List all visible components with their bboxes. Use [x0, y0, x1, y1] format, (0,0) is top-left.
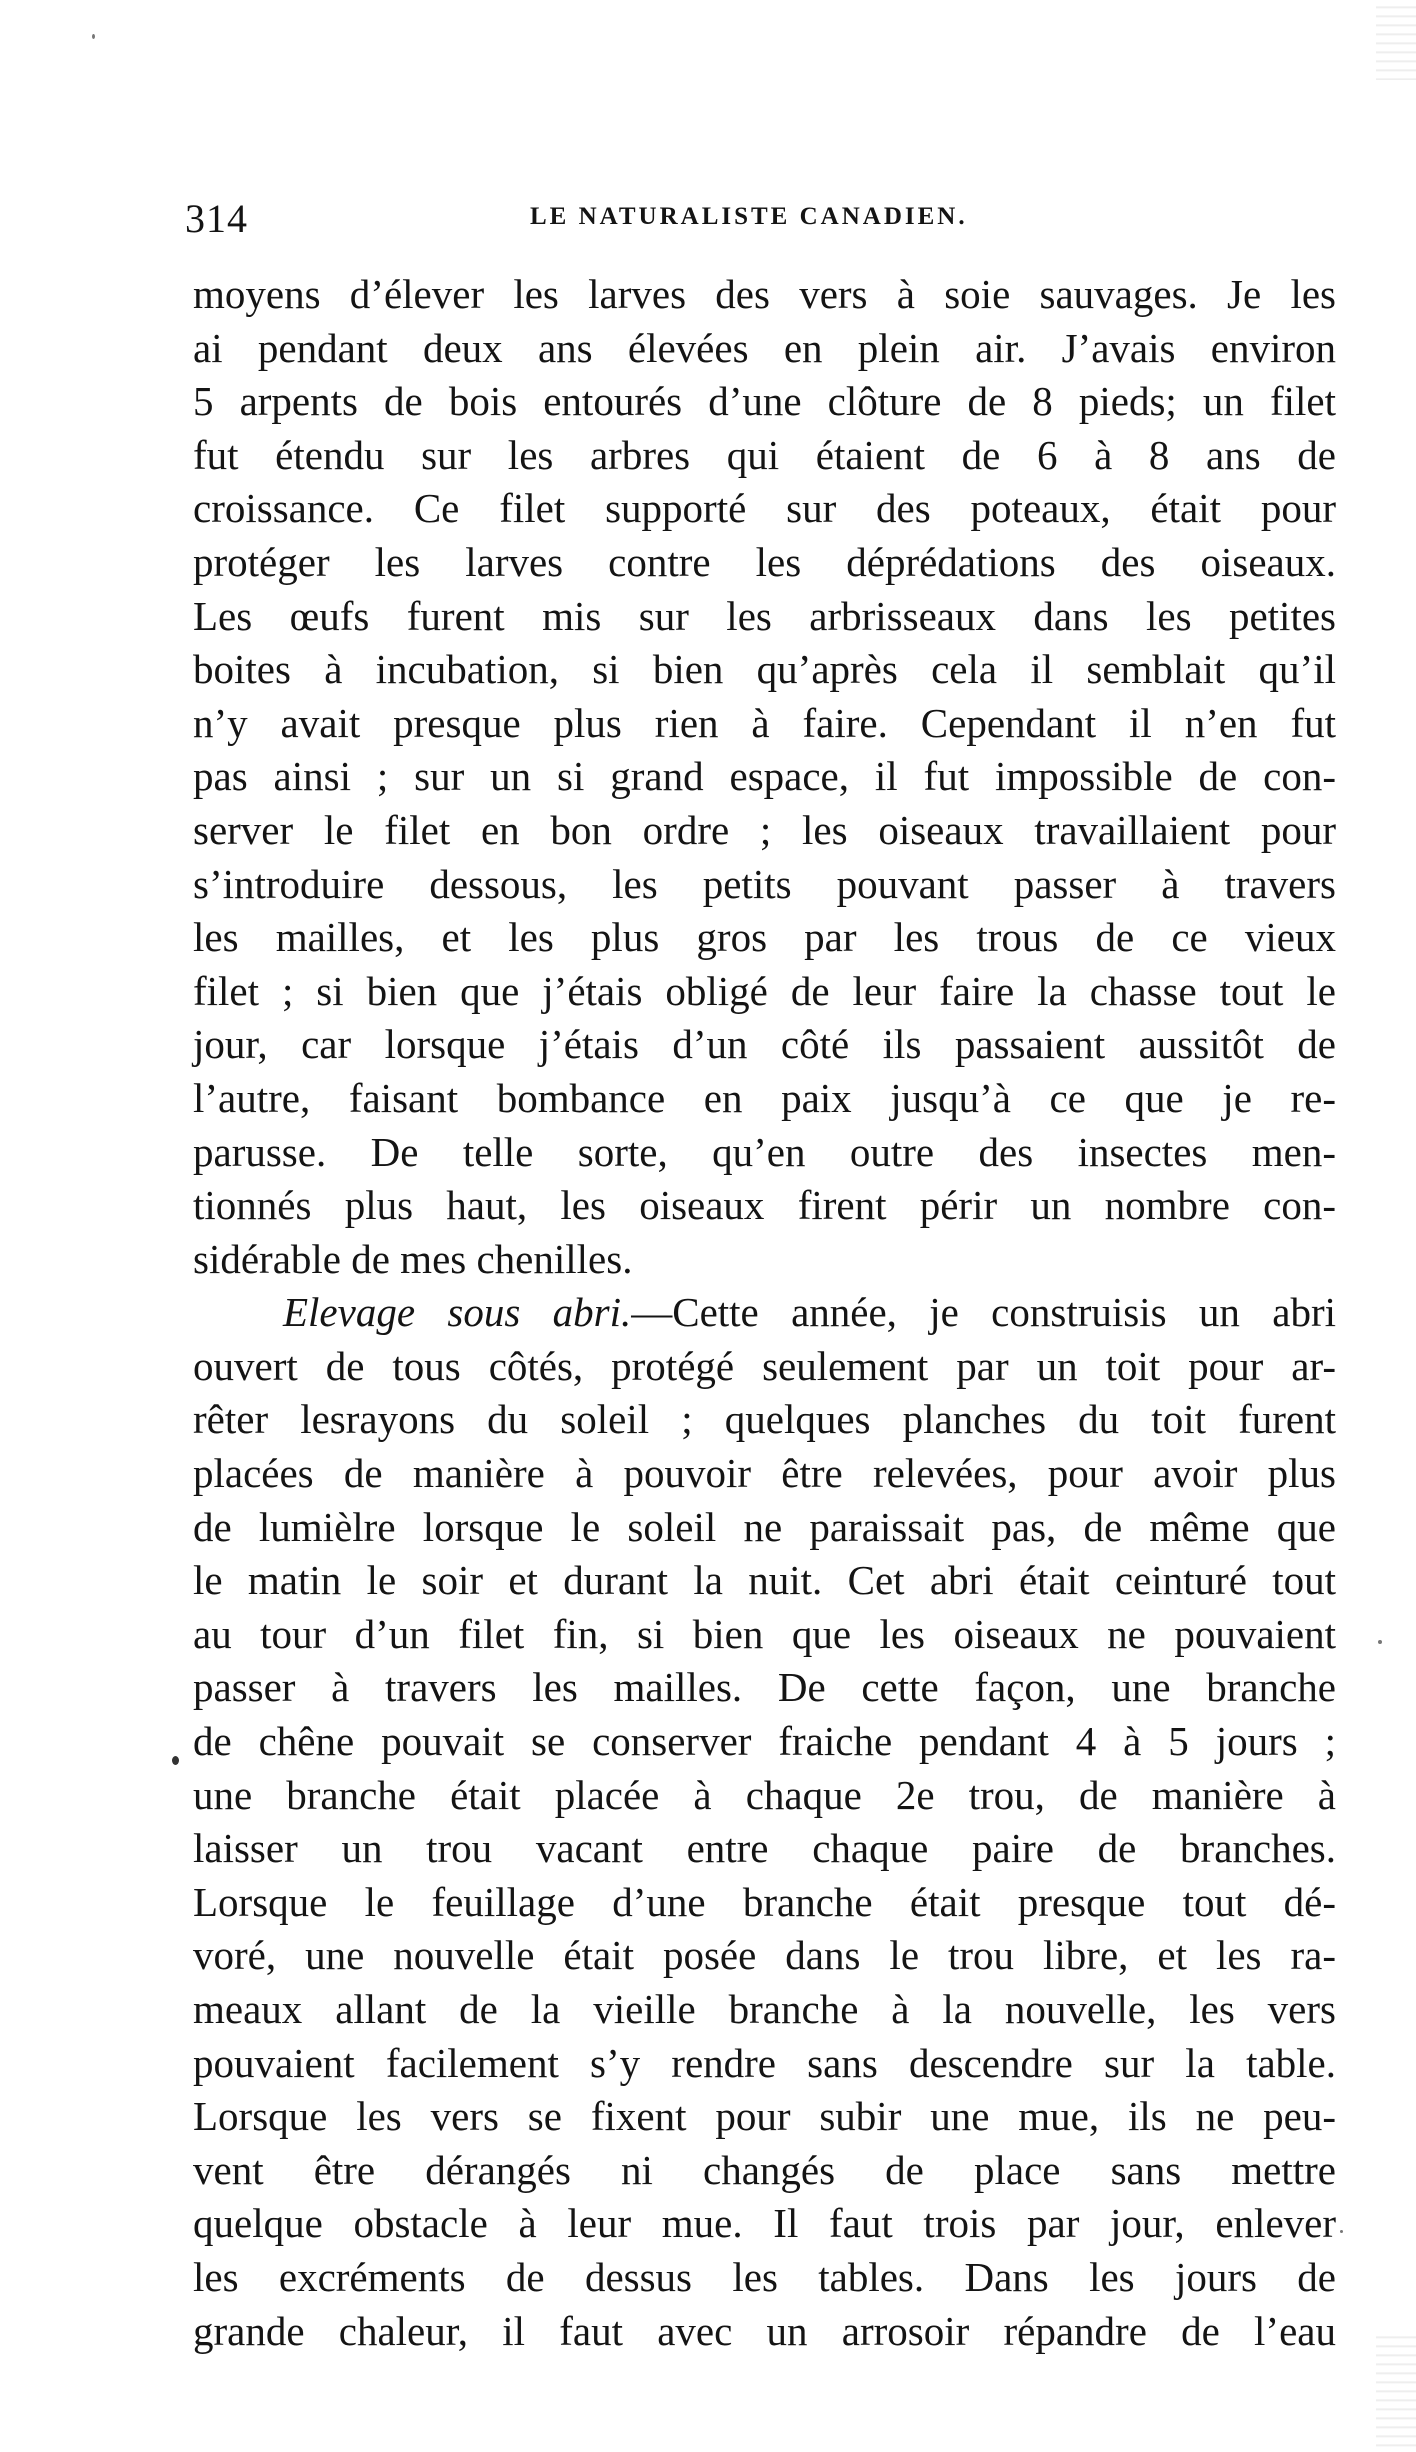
text-line: s’introduire dessous, les petits pouvant passer à travers [193, 860, 1336, 907]
running-title: LE NATURALISTE CANADIEN. [530, 203, 968, 230]
text-line: placées de manière à pouvoir être relevées, pour avoir plus [193, 1450, 1336, 1497]
text-line: de chêne pouvait se conserver fraiche pendant 4 à 5 jours ; [193, 1718, 1336, 1765]
text-line: laisser un trou vacant entre chaque paire de branches. [193, 1825, 1336, 1872]
text-line: rêter lesrayons du soleil ; quelques planches du toit furent [193, 1396, 1336, 1443]
paragraph-2-first-line [193, 1286, 1336, 1340]
scan-speck [92, 34, 95, 39]
scan-speck [1340, 2230, 1343, 2233]
text-line: pas ainsi ; sur un si grand espace, il fut impossible de con- [193, 753, 1336, 800]
text-line: boites à incubation, si bien qu’après cela il semblait qu’il [193, 646, 1336, 693]
text-line: au tour d’un filet fin, si bien que les oiseaux ne pouvaient [193, 1610, 1336, 1657]
text-line: l’autre, faisant bombance en paix jusqu’à ce que je re- [193, 1074, 1336, 1121]
page-number: 314 [185, 196, 248, 241]
section-heading-italic: Elevage sous abri. [283, 1289, 632, 1336]
text-line: n’y avait presque plus rien à faire. Cependant il n’en fut [193, 699, 1336, 746]
text-line: une branche était placée à chaque 2e trou, de manière à [193, 1771, 1336, 1818]
text-line: ouvert de tous côtés, protégé seulement par un toit pour ar- [193, 1342, 1336, 1389]
scan-speck [1378, 1640, 1382, 1644]
text-line: croissance. Ce filet supporté sur des poteaux, était pour [193, 485, 1336, 532]
text-line: moyens d’élever les larves des vers à soie sauvages. Je les [193, 271, 1336, 317]
text-line: fut étendu sur les arbres qui étaient de 6 à 8 ans de [193, 431, 1336, 478]
paragraph-2 [193, 1286, 1336, 2358]
text-line: jour, car lorsque j’étais d’un côté ils passaient aussitôt de [193, 1021, 1336, 1068]
text-line: Lorsque le feuillage d’une branche était presque tout dé- [193, 1878, 1336, 1925]
text-line: pouvaient facilement s’y rendre sans descendre sur la table. [193, 2039, 1336, 2086]
text-line: meaux allant de la vieille branche à la nouvelle, les vers [193, 1986, 1336, 2032]
scan-speck [172, 1756, 179, 1765]
body-text [193, 268, 1336, 2358]
text-line: server le filet en bon ordre ; les oiseaux travaillaient pour [193, 806, 1336, 853]
text-line: vent être dérangés ni changés de place sans mettre [193, 2146, 1336, 2193]
text-line: voré, une nouvelle était posée dans le trou libre, et les ra- [193, 1932, 1336, 1979]
text-line: protéger les larves contre les déprédations des oiseaux. [193, 538, 1336, 585]
text-run: —Cette année, je construisis un abri [631, 1289, 1336, 1336]
scan-edge-noise [1376, 2330, 1416, 2450]
text-line: grande chaleur, il faut avec un arrosoir répandre de l’eau [193, 2307, 1336, 2354]
text-line: 5 arpents de bois entourés d’une clôture de 8 pieds; un filet [193, 378, 1336, 425]
text-line: le matin le soir et durant la nuit. Cet abri était ceinturé tout [193, 1557, 1336, 1604]
text-line: Les œufs furent mis sur les arbrisseaux dans les petites [193, 592, 1336, 639]
text-line: quelque obstacle à leur mue. Il faut trois par jour, enlever [193, 2200, 1336, 2247]
paragraph-1 [193, 268, 1336, 1286]
text-line: passer à travers les mailles. De cette façon, une branche [193, 1664, 1336, 1711]
text-line: filet ; si bien que j’étais obligé de leur faire la chasse tout le [193, 967, 1336, 1014]
text-line: parusse. De telle sorte, qu’en outre des insectes men- [193, 1128, 1336, 1175]
scan-edge-noise [1376, 0, 1416, 80]
text-line: ai pendant deux ans élevées en plein air. J’avais environ [193, 324, 1336, 371]
text-line: Lorsque les vers se fixent pour subir une mue, ils ne peu- [193, 2093, 1336, 2140]
text-line: de lumièlre lorsque le soleil ne paraissait pas, de même que [193, 1503, 1336, 1550]
text-line: tionnés plus haut, les oiseaux firent périr un nombre con- [193, 1182, 1336, 1229]
text-line: sidérable de mes chenilles. [193, 1235, 633, 1282]
text-line: les mailles, et les plus gros par les trous de ce vieux [193, 914, 1336, 961]
text-line: les excréments de dessus les tables. Dans les jours de [193, 2253, 1336, 2300]
